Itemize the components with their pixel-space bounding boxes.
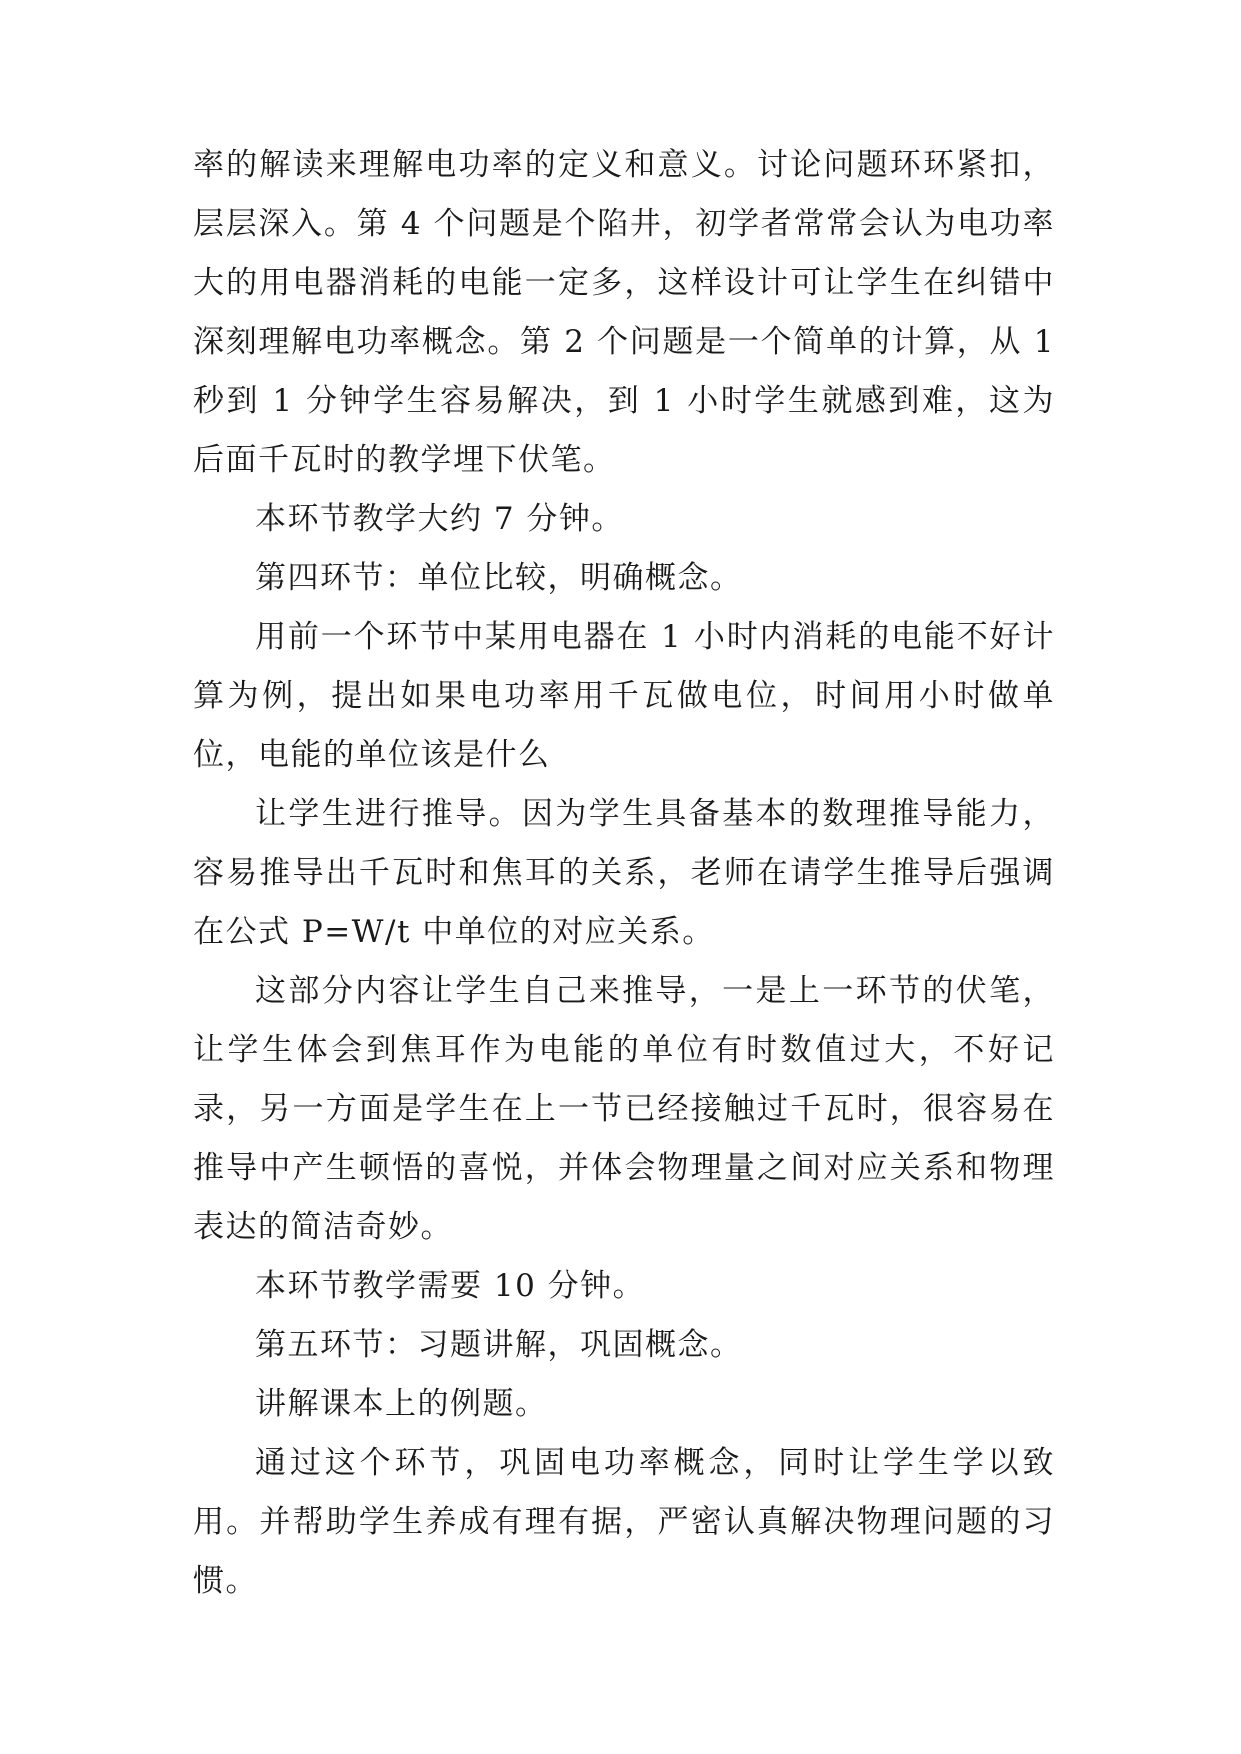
paragraph-conclusion: 通过这个环节，巩固电功率概念，同时让学生学以致用。并帮助学生养成有理有据，严密认真解决物理问题的习惯。 [193,1445,1055,1599]
paragraph-section-five-heading: 第五环节：习题讲解，巩固概念。 [255,1327,743,1363]
paragraph-time-10min: 本环节教学需要 10 分钟。 [255,1268,646,1304]
paragraph-examples: 讲解课本上的例题。 [255,1386,548,1422]
paragraph-continuation: 率的解读来理解电功率的定义和意义。讨论问题环环紧扣，层层深入。第 4 个问题是个陷井，初学者常常会认为电功率大的用电器消耗的电能一定多，这样设计可让学生在纠错中深刻理解电功率概念。第 2 个问题是一个简单的计算，从 1 秒到 1 分钟学生容易解决，到 1 小时学生就感到难，这为后面千瓦时的教学埋下伏笔。 [193,147,1055,478]
paragraph-derivation: 让学生进行推导。因为学生具备基本的数理推导能力，容易推导出千瓦时和焦耳的关系，老师在请学生推导后强调在公式 P=W/t 中单位的对应关系。 [193,796,1055,950]
paragraph-unit-example: 用前一个环节中某用电器在 1 小时内消耗的电能不好计算为例，提出如果电功率用千瓦做电位，时间用小时做单位，电能的单位该是什么 [193,619,1055,773]
paragraph-derivation-rationale: 这部分内容让学生自己来推导，一是上一环节的伏笔，让学生体会到焦耳作为电能的单位有时数值过大，不好记录，另一方面是学生在上一节已经接触过千瓦时，很容易在推导中产生顿悟的喜悦，并体会物理量之间对应关系和物理表达的简洁奇妙。 [193,973,1055,1245]
paragraph-time-7min: 本环节教学大约 7 分钟。 [255,501,624,537]
paragraph-section-four-heading: 第四环节：单位比较，明确概念。 [255,560,743,596]
document-page [193,136,1055,1611]
